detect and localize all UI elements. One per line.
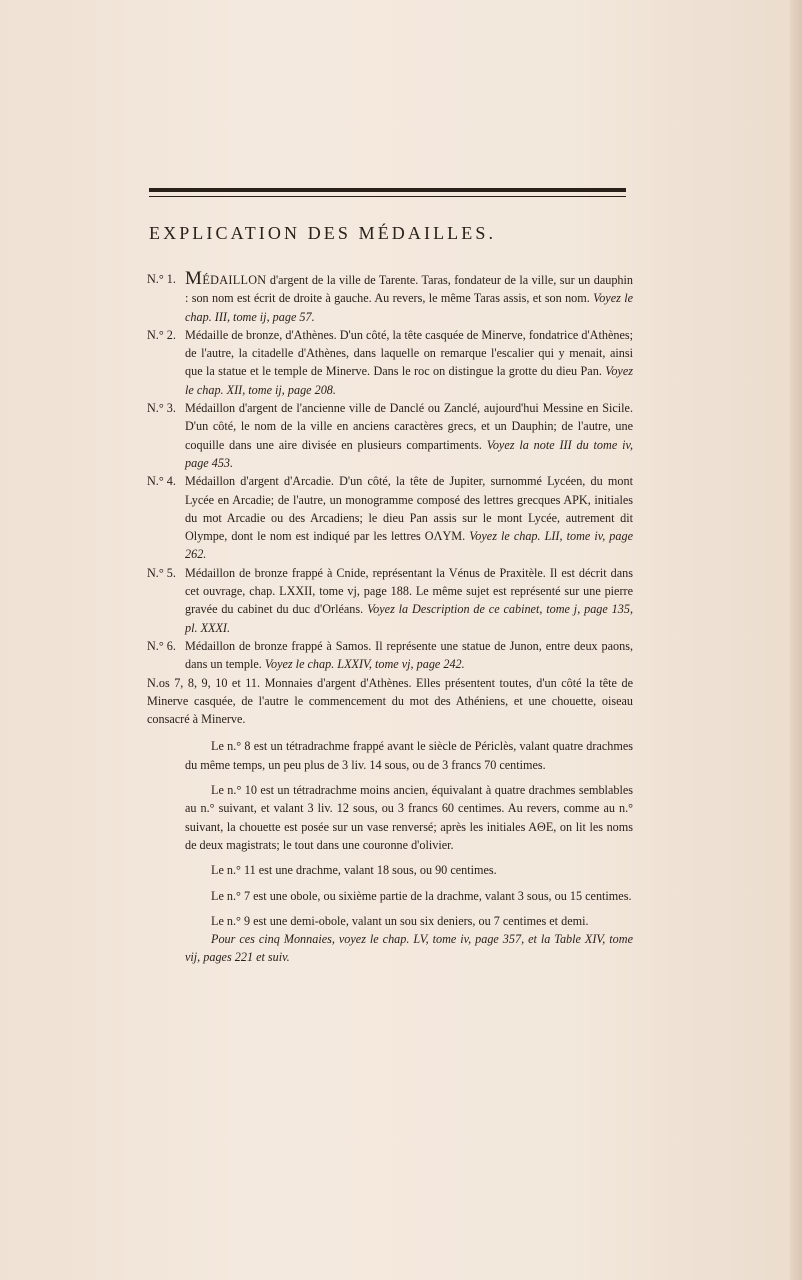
entries-list: [147, 270, 633, 967]
entry-number: N.° 4.: [147, 474, 176, 489]
entry-reference: Voyez le chap. III, tome ij, page 57.: [185, 291, 633, 324]
paragraph-n7: Le n.° 7 est une obole, ou sixième partie de la drachme, valant 3 sous, ou 15 centimes.: [211, 888, 632, 903]
entry-text: [185, 472, 633, 563]
entry-3: [147, 399, 633, 472]
entry-body: Médaillon de bronze frappé à Samos. Il représente une statue de Junon, entre deux paons, dans un temple.: [185, 638, 633, 672]
entry-body: Médaillon d'argent d'Arcadie. D'un côté, la tête de Jupiter, surnommé Lycéen, du mont Lycée en Arcadie; de l'autre, un monogramme composé des lettres grecques APK, initiales du mot Arcadie ou des Arcadiens; le dieu Pan assis sur le mont Lycée, autrement dit Olympe, dont le nom est indiqué par les lettres OΛYM.: [185, 474, 633, 544]
entry-5: [147, 564, 633, 637]
entry-number: N.° 3.: [147, 401, 176, 416]
entry-number: N.° 1.: [147, 272, 176, 286]
entry-number: N.° 2.: [147, 327, 176, 342]
header-rule-thin: [149, 196, 626, 197]
entry-reference: Voyez la note III du tome iv, page 453.: [185, 437, 634, 470]
entry-reference: Voyez le chap. LXXIV, tome vj, page 242.: [264, 657, 465, 672]
entry-number: N.° 5.: [147, 565, 176, 580]
paragraph-n10: Le n.° 10 est un tétradrachme moins ancien, équivalant à quatre drachmes semblables au n.° suivant, et valant 3 liv. 12 sous, ou 3 francs 60 centimes. Au revers, comme au n.° suivant, la chouette est posée sur un vase renversé; après les initiales AΘE, on lit les noms de deux magistrats; le tout dans une couronne d'olivier.: [185, 783, 633, 852]
paragraph-n9: Le n.° 9 est une demi-obole, valant un sou six deniers, ou 7 centimes et demi.: [211, 913, 589, 928]
entry-number: N.os 7, 8, 9, 10 et 11.: [147, 675, 261, 690]
entry-body: Médaillon de bronze frappé à Cnide, représentant la Vénus de Praxitèle. Il est décrit dans cet ouvrage, chap. LXXII, tome vj, page 188. Le même sujet est représenté sur une pierre gravée du cabinet du duc d'Orléans.: [185, 565, 633, 617]
entry-6: [147, 637, 633, 674]
entry-text: [185, 637, 633, 674]
page-edge: [790, 0, 802, 1280]
entry-4: [147, 472, 633, 563]
entry-number: N.° 6.: [147, 638, 176, 653]
entry-text: [185, 564, 633, 637]
header-rule-thick: [149, 188, 626, 192]
entry-body: Médaillon d'argent de l'ancienne ville de Danclé ou Zanclé, aujourd'hui Messine en Sicile. D'un côté, le nom de la ville en anciens caractères grecs, et un Dauphin; de l'autre, une coquille dans une aire divisée en plusieurs compartiments.: [185, 401, 633, 452]
entry-text: [185, 270, 633, 326]
entry-text: [185, 326, 633, 399]
entry-reference: Voyez le chap. LII, tome iv, page 262.: [185, 529, 633, 562]
entry-reference: Voyez la Description de ce cabinet, tome j, page 135, pl. XXXI.: [185, 602, 633, 635]
entry-body: Médaille de bronze, d'Athènes. D'un côté, la tête casquée de Minerve, fondatrice d'Athènes; de l'autre, la citadelle d'Athènes, dans laquelle on remarque l'escalier qui y menait, ainsi que la statue et le temple de Minerve. Dans le roc on distingue la grotte du dieu Pan.: [185, 327, 633, 379]
entry-reference: Voyez le chap. XII, tome ij, page 208.: [185, 364, 633, 397]
entry-1: [147, 270, 633, 326]
entry-body: d'argent de la ville de Tarente. Taras, fondateur de la ville, sur un dauphin : son nom est écrit de droite à gauche. Au revers, le même Taras assis, et son nom.: [185, 273, 633, 306]
entry-7: [147, 674, 633, 729]
entry-text: [147, 674, 633, 729]
entry-body: Monnaies d'argent d'Athènes. Elles présentent toutes, d'un côté la tête de Minerve casquée, de l'autre le commencement du mot des Athéniens, et une chouette, oiseau consacré à Minerve.: [147, 675, 633, 727]
entry-text: [185, 399, 633, 472]
drop-letter: M: [185, 268, 203, 289]
paragraph-n8: Le n.° 8 est un tétradrachme frappé avant le siècle de Périclès, valant quatre drachmes du même temps, un peu plus de 3 liv. 14 sous, ou de 3 francs 70 centimes.: [185, 739, 633, 772]
paragraph-references: Pour ces cinq Monnaies, voyez le chap. LV, tome iv, page 357, et la Table XIV, tome vij, pages 221 et suiv.: [185, 932, 633, 965]
paragraph-n11: Le n.° 11 est une drachme, valant 18 sous, ou 90 centimes.: [211, 863, 497, 878]
entry-2: [147, 326, 633, 399]
page-title: EXPLICATION DES MÉDAILLES.: [149, 223, 497, 243]
drop-rest: ÉDAILLON: [202, 273, 267, 287]
